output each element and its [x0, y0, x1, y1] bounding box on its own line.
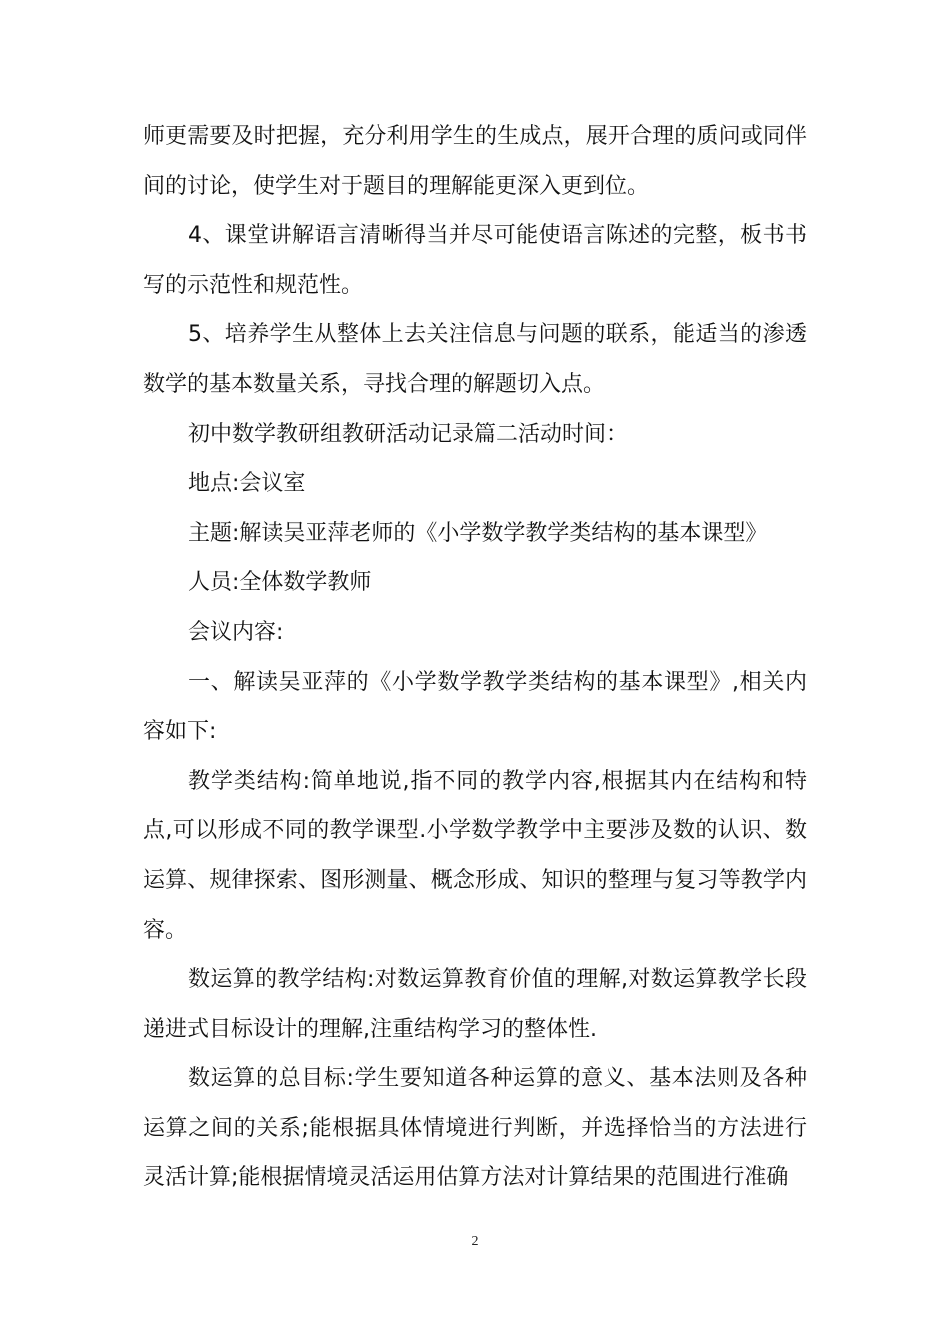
- page-number: 2: [471, 1234, 479, 1249]
- document-body: [143, 112, 807, 1203]
- paragraph: 教学类结构:简单地说,指不同的教学内容,根据其内在结构和特点,可以形成不同的教学课型.小学数学教学中主要涉及数的认识、数运算、规律探索、图形测量、概念形成、知识的整理与复习等教学内容。: [143, 768, 807, 943]
- paragraph: 会议内容:: [188, 619, 284, 645]
- paragraph: 主题:解读吴亚萍老师的《小学数学教学类结构的基本课型》: [188, 520, 768, 546]
- paragraph: 一、解读吴亚萍的《小学数学教学类结构的基本课型》,相关内容如下:: [143, 669, 807, 745]
- paragraph: 人员:全体数学教师: [188, 570, 372, 596]
- paragraph: 师更需要及时把握，充分利用学生的生成点，展开合理的质问或同伴间的讨论，使学生对于题目的理解能更深入更到位。: [143, 124, 807, 199]
- paragraph: 数运算的总目标:学生要知道各种运算的意义、基本法则及各种运算之间的关系;能根据具体情境进行判断，并选择恰当的方法进行灵活计算;能根据情境灵活运用估算方法对计算结果的范围进行准确: [143, 1066, 807, 1191]
- paragraph: 初中数学教研组教研活动记录篇二活动时间：: [188, 421, 629, 447]
- paragraph: 地点:会议室: [188, 471, 306, 497]
- paragraph: 数运算的教学结构:对数运算教育价值的理解,对数运算教学长段递进式目标设计的理解,注重结构学习的整体性.: [143, 967, 807, 1042]
- paragraph: 4、课堂讲解语言清晰得当并尽可能使语言陈述的完整，板书书写的示范性和规范性。: [143, 223, 807, 298]
- paragraph: 5、培养学生从整体上去关注信息与问题的联系，能适当的渗透数学的基本数量关系，寻找合理的解题切入点。: [143, 322, 807, 397]
